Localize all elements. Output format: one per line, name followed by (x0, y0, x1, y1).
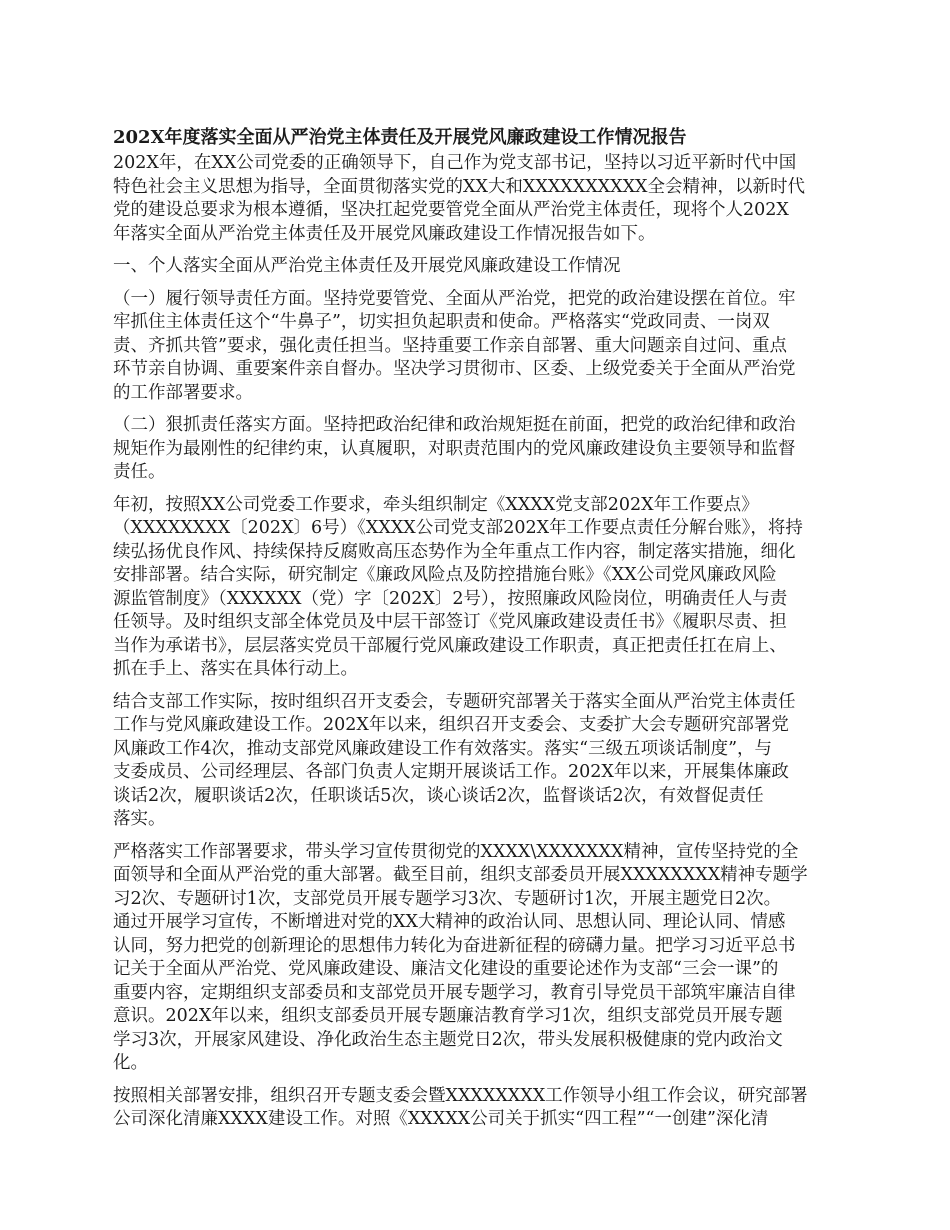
paragraph-committee-meetings (113, 691, 843, 832)
text-line: 党的建设总要求为根本遵循，坚决扛起党要管党全面从严治党主体责任，现将个人202X (113, 200, 789, 220)
paragraph-leadership-responsibility (113, 288, 843, 406)
text-line: 任领导。及时组织支部全体党员及中层干部签订《党风廉政建设责任书》《履职尽责、担 (113, 612, 787, 632)
text-line: 工作与党风廉政建设工作。202X年以来，组织召开支委会、支委扩大会专题研究部署党 (113, 715, 789, 735)
text-line: 源监管制度》（XXXXXX（党）字〔202X〕2号），按照廉政风险岗位，明确责任人与责 (113, 588, 788, 609)
document-title: 202X年度落实全面从严治党主体责任及开展党风廉政建设工作情况报告 (113, 127, 687, 148)
text-line: 的工作部署要求。 (113, 382, 253, 403)
text-line: 一、个人落实全面从严治党主体责任及开展党风廉政建设工作情况 (113, 256, 621, 276)
text-line: 年落实全面从严治党主体责任及开展党风廉政建设工作情况报告如下。 (113, 223, 656, 244)
paragraph-annual-plan (113, 494, 843, 682)
text-line: 意识。202X年以来，组织支部委员开展专题廉洁教育学习1次，组织支部党员开展专题 (113, 1006, 783, 1026)
text-line: 抓在手上、落实在具体行动上。 (113, 659, 358, 679)
text-line: 特色社会主义思想为指导，全面贯彻落实党的XX大和XXXXXXXXXX全会精神，以新时代 (113, 176, 805, 197)
text-line: 结合支部工作实际，按时组织召开支委会，专题研究部署关于落实全面从严治党主体责任 (113, 691, 796, 712)
text-line: 面领导和全面从严治党的重大部署。截至目前，组织支部委员开展XXXXXXXX精神专题学 (113, 865, 808, 885)
paragraph-deployment (113, 1085, 843, 1132)
text-line: 202X年，在XX公司党委的正确领导下，自己作为党支部书记，坚持以习近平新时代中国 (113, 153, 797, 173)
text-line: 化。 (113, 1053, 148, 1073)
section-heading (113, 255, 843, 279)
text-line: 习2次、专题研讨1次，支部党员开展专题学习3次、专题研讨1次，开展主题党日2次。 (113, 888, 782, 909)
text-line: 公司深化清廉XXXX建设工作。对照《XXXXX公司关于抓实“四工程”“一创建”深化清 (113, 1109, 769, 1129)
text-line: 严格落实工作部署要求，带头学习宣传贯彻党的XXXX\XXXXXXX精神，宣传坚持党的全 (113, 841, 799, 862)
text-line: 责、齐抓共管”要求，强化责任担当。坚持重要工作亲自部署、重大问题亲自过问、重点 (113, 335, 787, 356)
paragraph-study-promotion (113, 841, 843, 1076)
text-line: 牢抓住主体责任这个“牛鼻子”，切实担负起职责和使命。严格落实“党政同责、一岗双 (113, 312, 770, 332)
text-line: 重要内容，定期组织支部委员和支部党员开展专题学习，教育引导党员干部筑牢廉洁自律 (113, 982, 796, 1003)
text-line: 学习3次，开展家风建设、净化政治生态主题党日2次，带头发展积极健康的党内政治文 (113, 1029, 783, 1050)
paragraph-responsibility-implementation (113, 414, 843, 485)
text-line: （XXXXXXXX〔202X〕6号）《XXXX公司党支部202X年工作要点责任分解台账》，将持 (113, 518, 803, 538)
intro-paragraph (113, 152, 843, 246)
text-line: 支委成员、公司经理层、各部门负责人定期开展谈话工作。202X年以来，开展集体廉政 (113, 762, 789, 782)
text-line: （一）履行领导责任方面。坚持党要管党、全面从严治党，把党的政治建设摆在首位。牢 (113, 288, 796, 309)
text-line: 责任。 (113, 462, 166, 482)
text-line: 规矩作为最刚性的纪律约束，认真履职，对职责范围内的党风廉政建设负主要领导和监督 (113, 438, 796, 459)
text-line: 记关于全面从严治党、党风廉政建设、廉洁文化建设的重要论述作为支部“三会一课”的 (113, 959, 779, 979)
text-line: 年初，按照XX公司党委工作要求，牵头组织制定《XXXX党支部202X年工作要点》 (113, 494, 759, 515)
text-line: 认同，努力把党的创新理论的思想伟力转化为奋进新征程的磅礴力量。把学习习近平总书 (113, 935, 796, 956)
text-line: （二）狠抓责任落实方面。坚持把政治纪律和政治规矩挺在前面，把党的政治纪律和政治 (113, 415, 796, 435)
text-line: 续弘扬优良作风、持续保持反腐败高压态势作为全年重点工作内容，制定落实措施，细化 (113, 541, 796, 562)
text-line: 按照相关部署安排，组织召开专题支委会暨XXXXXXXX工作领导小组工作会议，研究部署 (113, 1085, 808, 1106)
text-line: 通过开展学习宣传，不断增进对党的XX大精神的政治认同、思想认同、理论认同、情感 (113, 912, 786, 932)
text-line: 落实。 (113, 809, 166, 829)
document-body (113, 152, 843, 1132)
text-line: 安排部署。结合实际，研究制定《廉政风险点及防控措施台账》《XX公司党风廉政风险 (113, 565, 777, 585)
document-page (113, 126, 843, 1141)
text-line: 环节亲自协调、重要案件亲自督办。坚决学习贯彻市、区委、上级党委关于全面从严治党 (113, 359, 796, 379)
text-line: 当作为承诺书》，层层落实党员干部履行党风廉政建设工作职责，真正把责任扛在肩上、 (113, 635, 787, 656)
text-line: 谈话2次，履职谈话2次，任职谈话5次，谈心谈话2次，监督谈话2次，有效督促责任 (113, 785, 764, 806)
text-line: 风廉政工作4次，推动支部党风廉政建设工作有效落实。落实“三级五项谈话制度”，与 (113, 738, 773, 759)
